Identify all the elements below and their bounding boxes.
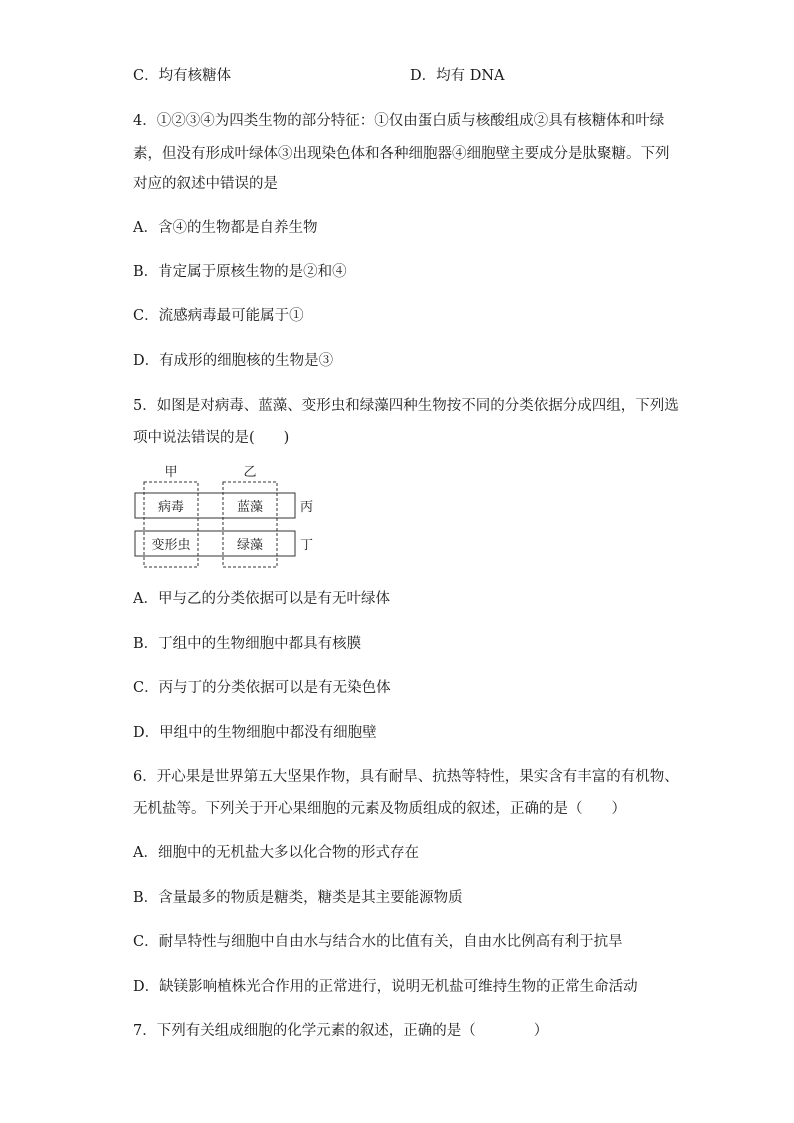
cell-virus: 病毒	[157, 500, 185, 515]
q6-option-c: C．耐旱特性与细胞中自由水与结合水的比值有关，自由水比例高有利于抗旱	[133, 934, 623, 950]
row-label-bing: 丙	[300, 500, 314, 515]
q5-option-a: A．甲与乙的分类依据可以是有无叶绿体	[133, 591, 390, 607]
q3-option-c: C．均有核糖体	[133, 68, 232, 84]
row-label-ding: 丁	[300, 538, 314, 553]
q4-option-b: B．肯定属于原核生物的是②和④	[133, 264, 347, 280]
q4-option-d: D．有成形的细胞核的生物是③	[133, 353, 334, 369]
column-label-yi: 乙	[243, 465, 257, 480]
q6-stem-line-2: 无机盐等。下列关于开心果细胞的元素及物质组成的叙述，正确的是（ ）	[133, 801, 626, 817]
q4-stem-line-1: 4．①②③④为四类生物的部分特征：①仅由蛋白质与核酸组成②具有核糖体和叶绿	[133, 113, 665, 129]
q5-stem-line-1: 5．如图是对病毒、蓝藻、变形虫和绿藻四种生物按不同的分类依据分成四组，下列选	[133, 398, 679, 414]
q4-option-c: C．流感病毒最可能属于①	[133, 308, 304, 324]
q5-stem-line-2: 项中说法错误的是( )	[133, 430, 290, 446]
column-box-jia	[144, 482, 198, 567]
classification-diagram	[130, 462, 330, 572]
q6-stem-line-1: 6．开心果是世界第五大坚果作物，具有耐旱、抗热等特性，果实含有丰富的有机物、	[133, 769, 679, 785]
cell-cyanobacteria: 蓝藻	[236, 500, 264, 515]
q7-stem: 7．下列有关组成细胞的化学元素的叙述，正确的是（ ）	[133, 1023, 549, 1039]
column-label-jia: 甲	[164, 465, 178, 480]
cell-amoeba: 变形虫	[151, 538, 191, 553]
q5-option-b: B．丁组中的生物细胞中都具有核膜	[133, 636, 362, 652]
q4-stem-line-2: 素，但没有形成叶绿体③出现染色体和各种细胞器④细胞壁主要成分是肽聚糖。下列	[133, 146, 670, 162]
q4-option-a: A．含④的生物都是自养生物	[133, 220, 318, 236]
q4-stem-line-3: 对应的叙述中错误的是	[133, 176, 278, 192]
q6-option-a: A．细胞中的无机盐大多以化合物的形式存在	[133, 845, 419, 861]
q3-option-d: D．均有 DNA	[410, 68, 505, 84]
q6-option-b: B．含量最多的物质是糖类，糖类是其主要能源物质	[133, 890, 463, 906]
column-box-yi	[223, 482, 277, 567]
q5-option-c: C．丙与丁的分类依据可以是有无染色体	[133, 680, 391, 696]
q6-option-d: D．缺镁影响植株光合作用的正常进行，说明无机盐可维持生物的正常生命活动	[133, 979, 638, 995]
cell-green-algae: 绿藻	[236, 538, 264, 553]
q5-option-d: D．甲组中的生物细胞中都没有细胞壁	[133, 725, 377, 741]
